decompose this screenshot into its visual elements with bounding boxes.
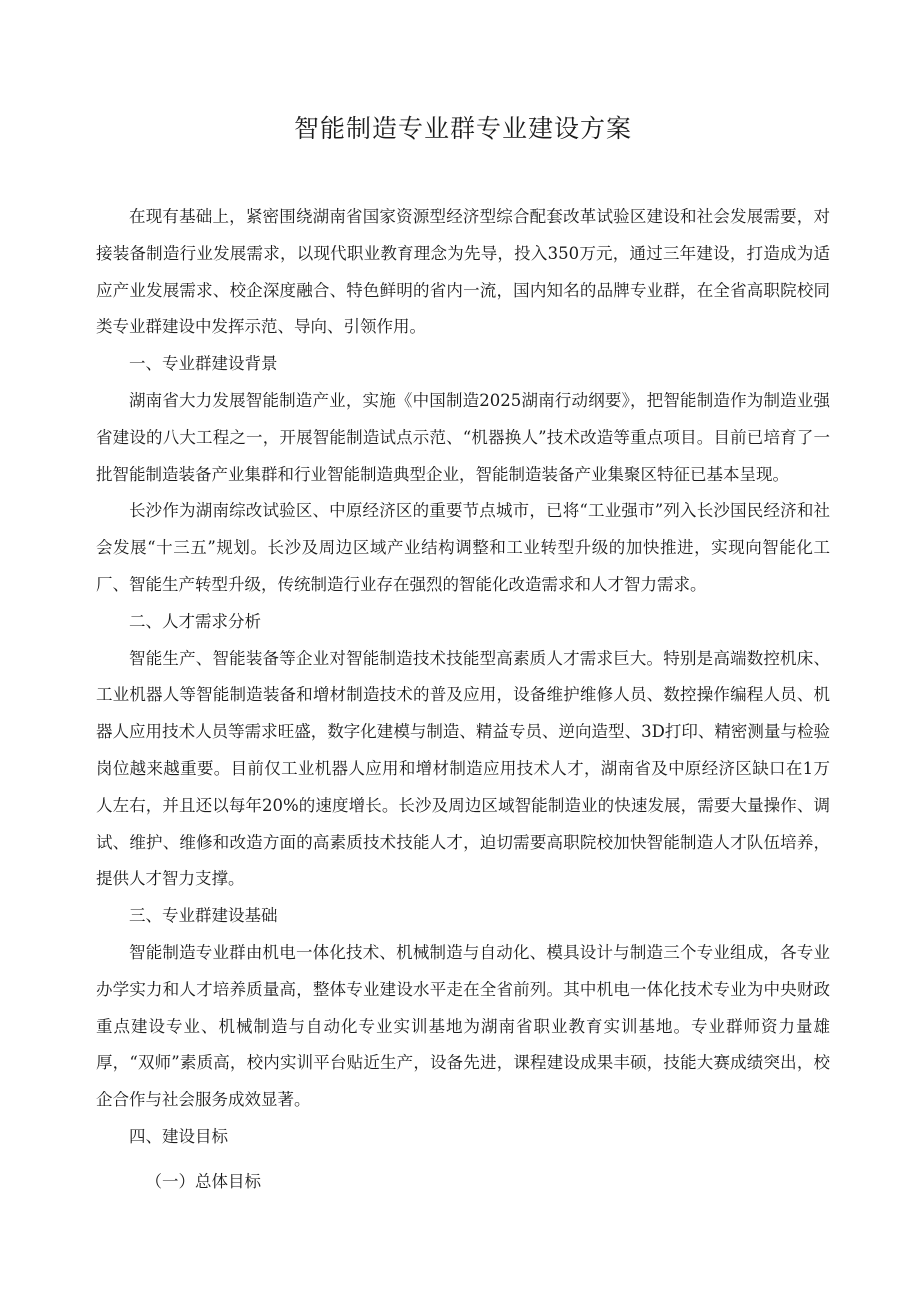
section-heading-goals: 四、建设目标 — [129, 1126, 228, 1146]
section-heading-talent-demand: 二、人才需求分析 — [129, 611, 261, 631]
talent-demand-paragraph: 智能生产、智能装备等企业对智能制造技术技能型高素质人才需求巨大。特别是高端数控机床、工业机器人等智能制造装备和增材制造技术的普及应用，设备维护维修人员、数控操作编程人员、机器人应用技术人员等需求旺盛，数字化建模与制造、精益专员、逆向造型、3D打印、精密测量与检验岗位越来越重要。目前仅工业机器人应用和增材制造应用技术人才，湖南省及中原经济区缺口在1万人左右，并且还以每年20%的速度增长。长沙及周边区域智能制造业的快速发展，需要大量操作、调试、维护、维修和改造方面的高素质技术技能人才，迫切需要高职院校加快智能制造人才队伍培养，提供人才智力支撑。 — [96, 648, 830, 889]
document-title: 智能制造专业群专业建设方案 — [293, 114, 632, 143]
section-heading-background: 一、专业群建设背景 — [129, 354, 278, 374]
intro-paragraph: 在现有基础上，紧密围绕湖南省国家资源型经济型综合配套改革试验区建设和社会发展需要，对接装备制造行业发展需求，以现代职业教育理念为先导，投入350万元，通过三年建设，打造成为适应产业发展需求、校企深度融合、特色鲜明的省内一流，国内知名的品牌专业群，在全省高职院校同类专业群建设中发挥示范、导向、引领作用。 — [96, 207, 830, 337]
foundation-paragraph: 智能制造专业群由机电一体化技术、机械制造与自动化、模具设计与制造三个专业组成，各专业办学实力和人才培养质量高，整体专业建设水平走在全省前列。其中机电一体化技术专业为中央财政重点建设专业、机械制造与自动化专业实训基地为湖南省职业教育实训基地。专业群师资力量雄厚，“双师”素质高，校内实训平台贴近生产，设备先进，课程建设成果丰硕，技能大赛成绩突出，校企合作与社会服务成效显著。 — [96, 942, 830, 1110]
section-heading-foundation: 三、专业群建设基础 — [129, 906, 278, 926]
subheading-overall-goal: （一）总体目标 — [145, 1171, 261, 1191]
background-paragraph-2: 长沙作为湖南综改试验区、中原经济区的重要节点城市，已将“工业强市”列入长沙国民经济和社会发展“十三五”规划。长沙及周边区域产业结构调整和工业转型升级的加快推进，实现向智能化工厂、智能生产转型升级，传统制造行业存在强烈的智能化改造需求和人才智力需求。 — [96, 501, 830, 594]
background-paragraph-1: 湖南省大力发展智能制造产业，实施《中国制造2025湖南行动纲要》，把智能制造作为制造业强省建设的八大工程之一，开展智能制造试点示范、“机器换人”技术改造等重点项目。目前已培育了一批智能制造装备产业集群和行业智能制造典型企业，智能制造装备产业集聚区特征已基本呈现。 — [96, 390, 830, 484]
